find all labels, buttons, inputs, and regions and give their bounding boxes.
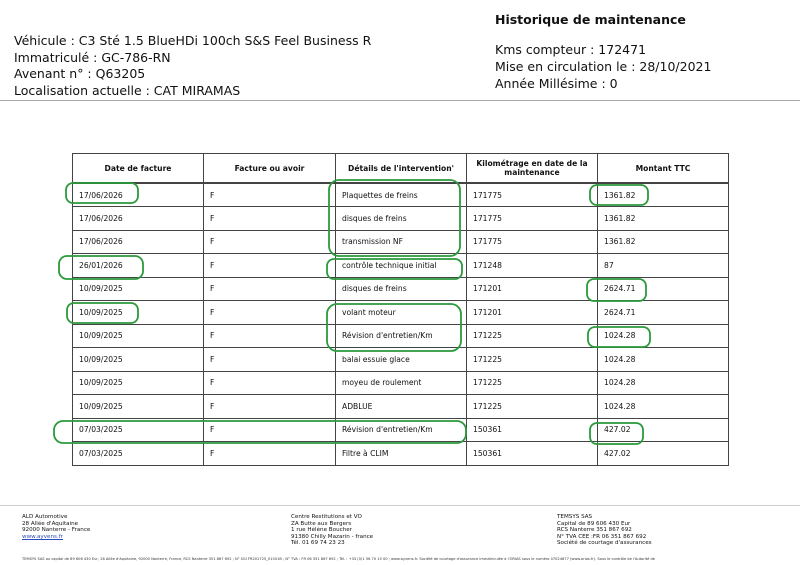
header-type: Facture ou avoir bbox=[204, 154, 336, 184]
cell-date: 10/09/2025 bbox=[73, 324, 204, 348]
footer-line: 1 rue Hélène Boucher bbox=[291, 527, 352, 534]
cell-detail: moyeu de roulement bbox=[336, 371, 467, 395]
footer-website-link[interactable]: www.ayvens.fr bbox=[22, 533, 63, 540]
cell-km: 171225 bbox=[467, 371, 598, 395]
header-divider bbox=[0, 100, 800, 101]
cell-km: 171225 bbox=[467, 348, 598, 372]
registration-date: Mise en circulation le : 28/10/2021 bbox=[495, 59, 712, 74]
footer-line: Centre Restitutions et VO bbox=[291, 514, 362, 520]
cell-date: 10/09/2025 bbox=[73, 277, 204, 301]
footer-line: N° TVA CEE :FR 06 351 867 692 bbox=[557, 533, 647, 540]
cell-montant: 1024.28 bbox=[598, 324, 729, 348]
footer-legal-entity bbox=[557, 514, 652, 547]
table-row bbox=[73, 348, 729, 372]
page-title: Historique de maintenance bbox=[495, 12, 686, 27]
maintenance-info bbox=[495, 41, 711, 92]
footer-line: 92000 Nanterre - France bbox=[22, 527, 91, 534]
vehicle-plate: Immatriculé : GC-786-RN bbox=[14, 49, 171, 65]
cell-km: 150361 bbox=[467, 442, 598, 466]
cell-detail: Filtre à CLIM bbox=[336, 442, 467, 466]
odometer: Kms compteur : 172471 bbox=[495, 42, 647, 57]
cell-montant: 2624.71 bbox=[598, 277, 729, 301]
table-row bbox=[73, 207, 729, 231]
cell-montant: 427.02 bbox=[598, 442, 729, 466]
footer-line: Tél. 01 69 74 23 23 bbox=[291, 540, 345, 547]
footer-fine-print: TEMSYS SAS au capital de 89 606 430 Eur, 28 Allée d'Aquitaine, 92000 Nanterre, France, RCS Nanterre 351 867 692 ; N° SGI FR201725_01501B ; N° TVA : FR 06 351 867 692 ; Tél. : +33 (0)1 56 70 15 00 ; www.ayvens.fr. Société de courtage d'assurance immatriculée à l'ORIAS sous le numéro 07024677 (www.orias.fr). Sous le contrôle de l'Autorité de bbox=[22, 557, 655, 561]
cell-type: F bbox=[204, 230, 336, 254]
cell-type: F bbox=[204, 301, 336, 325]
model-year: Année Millésime : 0 bbox=[495, 76, 618, 91]
cell-date: 10/09/2025 bbox=[73, 371, 204, 395]
footer-line: Capital de 89 606 430 Eur bbox=[557, 520, 631, 527]
cell-date: 07/03/2025 bbox=[73, 418, 204, 442]
vehicle-info bbox=[14, 33, 371, 99]
cell-detail: contrôle technique initial bbox=[336, 254, 467, 278]
table-row bbox=[73, 183, 729, 207]
vehicle-location: Localisation actuelle : CAT MIRAMAS bbox=[14, 82, 241, 98]
vehicle-avenant: Avenant n° : Q63205 bbox=[14, 66, 146, 81]
cell-montant: 1361.82 bbox=[598, 183, 729, 207]
header-detail: Détails de l'intervention' bbox=[336, 154, 467, 184]
cell-detail: disques de freins bbox=[336, 207, 467, 231]
cell-date: 10/09/2025 bbox=[73, 395, 204, 419]
cell-type: F bbox=[204, 371, 336, 395]
footer-center bbox=[291, 514, 373, 547]
table-row bbox=[73, 301, 729, 325]
table-row bbox=[73, 277, 729, 301]
cell-type: F bbox=[204, 324, 336, 348]
cell-km: 171201 bbox=[467, 301, 598, 325]
footer-line: 91380 Chilly Mazarin - france bbox=[291, 533, 374, 540]
cell-km: 171225 bbox=[467, 395, 598, 419]
footer-divider bbox=[0, 505, 800, 506]
cell-date: 17/06/2026 bbox=[73, 183, 204, 207]
cell-km: 171775 bbox=[467, 183, 598, 207]
maintenance-table bbox=[72, 153, 729, 466]
cell-km: 171225 bbox=[467, 324, 598, 348]
cell-km: 171201 bbox=[467, 277, 598, 301]
cell-detail: Plaquettes de freins bbox=[336, 183, 467, 207]
cell-km: 171775 bbox=[467, 230, 598, 254]
cell-type: F bbox=[204, 207, 336, 231]
cell-type: F bbox=[204, 348, 336, 372]
cell-type: F bbox=[204, 183, 336, 207]
cell-km: 171248 bbox=[467, 254, 598, 278]
cell-date: 26/01/2026 bbox=[73, 254, 204, 278]
cell-detail: ADBLUE bbox=[336, 395, 467, 419]
cell-type: F bbox=[204, 442, 336, 466]
footer-line: TEMSYS SAS bbox=[557, 514, 593, 520]
cell-montant: 1024.28 bbox=[598, 395, 729, 419]
footer-line: Société de courtage d'assurances bbox=[557, 540, 652, 547]
vehicle-model: Véhicule : C3 Sté 1.5 BlueHDi 100ch S&S Feel Business R bbox=[14, 33, 372, 48]
cell-type: F bbox=[204, 395, 336, 419]
cell-montant: 427.02 bbox=[598, 418, 729, 442]
table-row bbox=[73, 418, 729, 442]
cell-detail: balai essuie glace bbox=[336, 348, 467, 372]
cell-montant: 2624.71 bbox=[598, 301, 729, 325]
footer-line: 28 Allée d'Aquitaine bbox=[22, 520, 79, 527]
cell-detail: Révision d'entretien/Km bbox=[336, 324, 467, 348]
cell-montant: 1361.82 bbox=[598, 230, 729, 254]
cell-type: F bbox=[204, 418, 336, 442]
cell-km: 171775 bbox=[467, 207, 598, 231]
header-km: Kilométrage en date de la maintenance bbox=[467, 154, 598, 184]
cell-detail: transmission NF bbox=[336, 230, 467, 254]
cell-detail: volant moteur bbox=[336, 301, 467, 325]
table-row bbox=[73, 254, 729, 278]
footer-line: ALD Automotive bbox=[22, 514, 68, 520]
cell-detail: Révision d'entretien/Km bbox=[336, 418, 467, 442]
table-header-row bbox=[73, 154, 729, 184]
header-amount: Montant TTC bbox=[598, 154, 729, 184]
cell-date: 10/09/2025 bbox=[73, 348, 204, 372]
cell-date: 17/06/2026 bbox=[73, 230, 204, 254]
cell-date: 07/03/2025 bbox=[73, 442, 204, 466]
footer-company bbox=[22, 514, 90, 540]
cell-date: 10/09/2025 bbox=[73, 301, 204, 325]
table-row bbox=[73, 230, 729, 254]
cell-detail: disques de freins bbox=[336, 277, 467, 301]
cell-montant: 1024.28 bbox=[598, 371, 729, 395]
table-row bbox=[73, 395, 729, 419]
cell-montant: 87 bbox=[598, 254, 729, 278]
table-row bbox=[73, 371, 729, 395]
footer-line: ZA Butte aux Bergers bbox=[291, 520, 352, 527]
table-row bbox=[73, 442, 729, 466]
cell-type: F bbox=[204, 254, 336, 278]
cell-montant: 1361.82 bbox=[598, 207, 729, 231]
cell-km: 150361 bbox=[467, 418, 598, 442]
cell-type: F bbox=[204, 277, 336, 301]
footer-line: RCS Nanterre 351 867 692 bbox=[557, 527, 632, 534]
header-date: Date de facture bbox=[73, 154, 204, 184]
cell-date: 17/06/2026 bbox=[73, 207, 204, 231]
table-row bbox=[73, 324, 729, 348]
cell-montant: 1024.28 bbox=[598, 348, 729, 372]
